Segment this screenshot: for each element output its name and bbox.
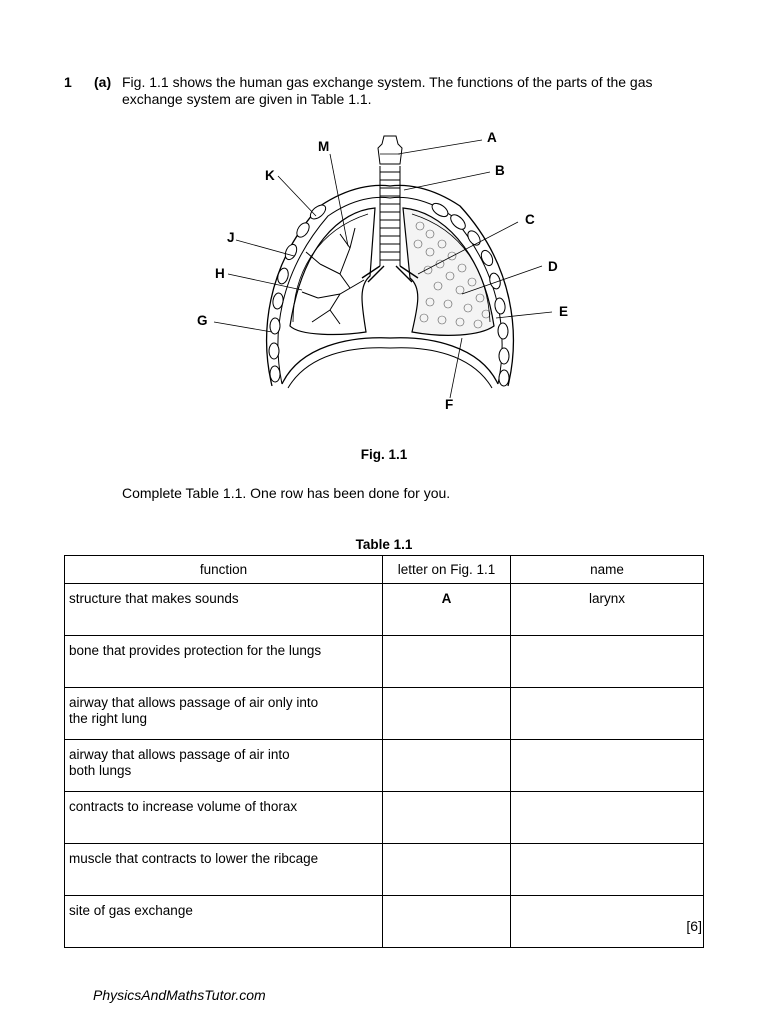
table-row bbox=[65, 584, 704, 636]
header-letter: letter on Fig. 1.1 bbox=[383, 556, 511, 584]
function-line-2: both lungs bbox=[69, 763, 132, 778]
label-H: H bbox=[215, 266, 225, 281]
table-row bbox=[65, 792, 704, 844]
label-D: D bbox=[548, 259, 558, 274]
table-row bbox=[65, 688, 704, 740]
name-cell[interactable] bbox=[511, 896, 704, 948]
function-cell: contracts to increase volume of thorax bbox=[65, 792, 383, 844]
footer-source: PhysicsAndMathsTutor.com bbox=[93, 987, 266, 1003]
header-name: name bbox=[511, 556, 704, 584]
letter-cell[interactable] bbox=[383, 792, 511, 844]
function-cell: bone that provides protection for the lungs bbox=[65, 636, 383, 688]
letter-cell[interactable] bbox=[383, 636, 511, 688]
letter-cell[interactable] bbox=[383, 896, 511, 948]
trachea bbox=[380, 166, 400, 266]
question-part: (a) bbox=[94, 74, 112, 90]
diaphragm bbox=[282, 338, 498, 384]
bronchioles bbox=[302, 228, 364, 324]
name-cell[interactable] bbox=[511, 792, 704, 844]
question-intro: Fig. 1.1 shows the human gas exchange system. The functions of the parts of the gas exchange system are given in Table 1.1. bbox=[122, 74, 653, 107]
name-cell[interactable] bbox=[511, 636, 704, 688]
function-line-1: airway that allows passage of air into bbox=[69, 747, 290, 762]
letter-cell: A bbox=[383, 584, 511, 636]
larynx bbox=[378, 136, 402, 164]
question-number: 1 bbox=[64, 74, 72, 90]
function-cell bbox=[65, 688, 383, 740]
label-A: A bbox=[487, 130, 497, 145]
function-line-1: airway that allows passage of air only into bbox=[69, 695, 319, 710]
name-cell[interactable] bbox=[511, 844, 704, 896]
label-B: B bbox=[495, 163, 505, 178]
name-cell: larynx bbox=[511, 584, 704, 636]
label-C: C bbox=[525, 212, 535, 227]
instruction-text: Complete Table 1.1. One row has been done for you. bbox=[122, 485, 451, 501]
label-E: E bbox=[559, 304, 569, 319]
gas-exchange-diagram bbox=[190, 126, 590, 426]
letter-cell[interactable] bbox=[383, 844, 511, 896]
label-F: F bbox=[445, 397, 454, 412]
table-row bbox=[65, 844, 704, 896]
header-function: function bbox=[65, 556, 383, 584]
function-line-2: the right lung bbox=[69, 711, 148, 726]
table-1-1 bbox=[64, 555, 704, 948]
table-row bbox=[65, 896, 704, 948]
function-cell bbox=[65, 740, 383, 792]
figure-caption: Fig. 1.1 bbox=[360, 447, 408, 462]
function-cell: muscle that contracts to lower the ribcage bbox=[65, 844, 383, 896]
table-header-row bbox=[65, 556, 704, 584]
marks-total: [6] bbox=[686, 918, 702, 934]
right-lung-outline bbox=[403, 208, 494, 335]
label-J: J bbox=[227, 230, 235, 245]
table-row bbox=[65, 740, 704, 792]
letter-cell[interactable] bbox=[383, 740, 511, 792]
label-M: M bbox=[318, 139, 330, 154]
name-cell[interactable] bbox=[511, 740, 704, 792]
label-G: G bbox=[197, 313, 208, 328]
function-cell: site of gas exchange bbox=[65, 896, 383, 948]
table-row bbox=[65, 636, 704, 688]
function-cell: structure that makes sounds bbox=[65, 584, 383, 636]
name-cell[interactable] bbox=[511, 688, 704, 740]
letter-cell[interactable] bbox=[383, 688, 511, 740]
label-K: K bbox=[265, 168, 275, 183]
table-caption: Table 1.1 bbox=[355, 537, 413, 552]
